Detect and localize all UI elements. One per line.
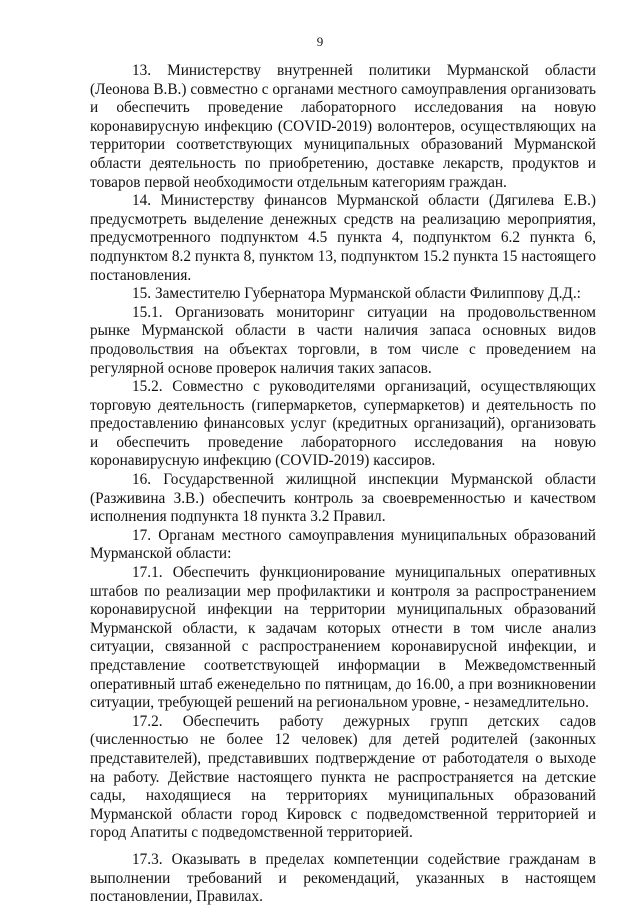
paragraph-15-1: 15.1. Организовать мониторинг ситуации на продовольственном рынке Мурманской области в части наличия запаса основных видов продовольствия на объектах торговли, в том числе с проведением на регулярной основе проверок наличия таких запасов. <box>90 303 596 377</box>
paragraph-15-2: 15.2. Совместно с руководителями организаций, осуществляющих торговую деятельность (гипермаркетов, супермаркетов) и деятельность по предоставлению финансовых услуг (кредитных организаций), организовать и обеспечить проведение лабораторного исследования на новую коронавирусную инфекцию (COVID-2019) кассиров. <box>90 378 596 470</box>
paragraph-17-1: 17.1. Обеспечить функционирование муниципальных оперативных штабов по реализации мер профилактики и контроля за распространением коронавирусной инфекции на территории муниципальных образований Мурманской области, к задачам которых отнести в том числе анализ ситуации, связанной с распространением коронавирусной инфекции, и представление соответствующей информации в Межведомственный оперативный штаб еженедельно по пятницам, до 16.00, а при возникновении ситуации, требующей решений на региональном уровне, - незамедлительно. <box>90 564 596 712</box>
paragraph-15: 15. Заместителю Губернатора Мурманской области Филиппову Д.Д.: <box>132 285 581 303</box>
paragraph-16: 16. Государственной жилищной инспекции Мурманской области (Разживина З.В.) обеспечить контроль за своевременностью и качеством исполнения подпункта 18 пункта 3.2 Правил. <box>90 471 596 526</box>
paragraph-17: 17. Органам местного самоуправления муниципальных образований Мурманской области: <box>90 526 596 563</box>
paragraph-17-2: 17.2. Обеспечить работу дежурных групп детских садов (численностью не более 12 человек) для детей родителей (законных представителей), представивших подтверждение от работодателя о выходе на работу. Действие настоящего пункта не распространяется на детские сады, находящиеся на территориях муниципальных образований Мурманской области город Кировск с подведомственной территорией и город Апатиты с подведомственной территорией. <box>90 712 596 842</box>
paragraph-17-3: 17.3. Оказывать в пределах компетенции содействие гражданам в выполнении требований и рекомендаций, указанных в настоящем постановлении, Правилах. <box>90 850 596 906</box>
paragraph-13: 13. Министерству внутренней политики Мурманской области (Леонова В.В.) совместно с органами местного самоуправления организовать и обеспечить проведение лабораторного исследования на новую коронавирусную инфекцию (COVID-2019) волонтеров, осуществляющих на территории соответствующих муниципальных образований Мурманской области деятельность по приобретению, доставке лекарств, продуктов и товаров первой необходимости отдельным категориям граждан. <box>90 62 596 191</box>
document-body <box>90 62 596 907</box>
paragraph-14: 14. Министерству финансов Мурманской области (Дягилева Е.В.) предусмотреть выделение денежных средств на реализацию мероприятия, предусмотренного подпунктом 4.5 пункта 4, подпунктом 6.2 пункта 6, подпунктом 8.2 пункта 8, пунктом 13, подпунктом 15.2 пункта 15 настоящего постановления. <box>90 192 596 284</box>
page-number: 9 <box>316 34 324 49</box>
